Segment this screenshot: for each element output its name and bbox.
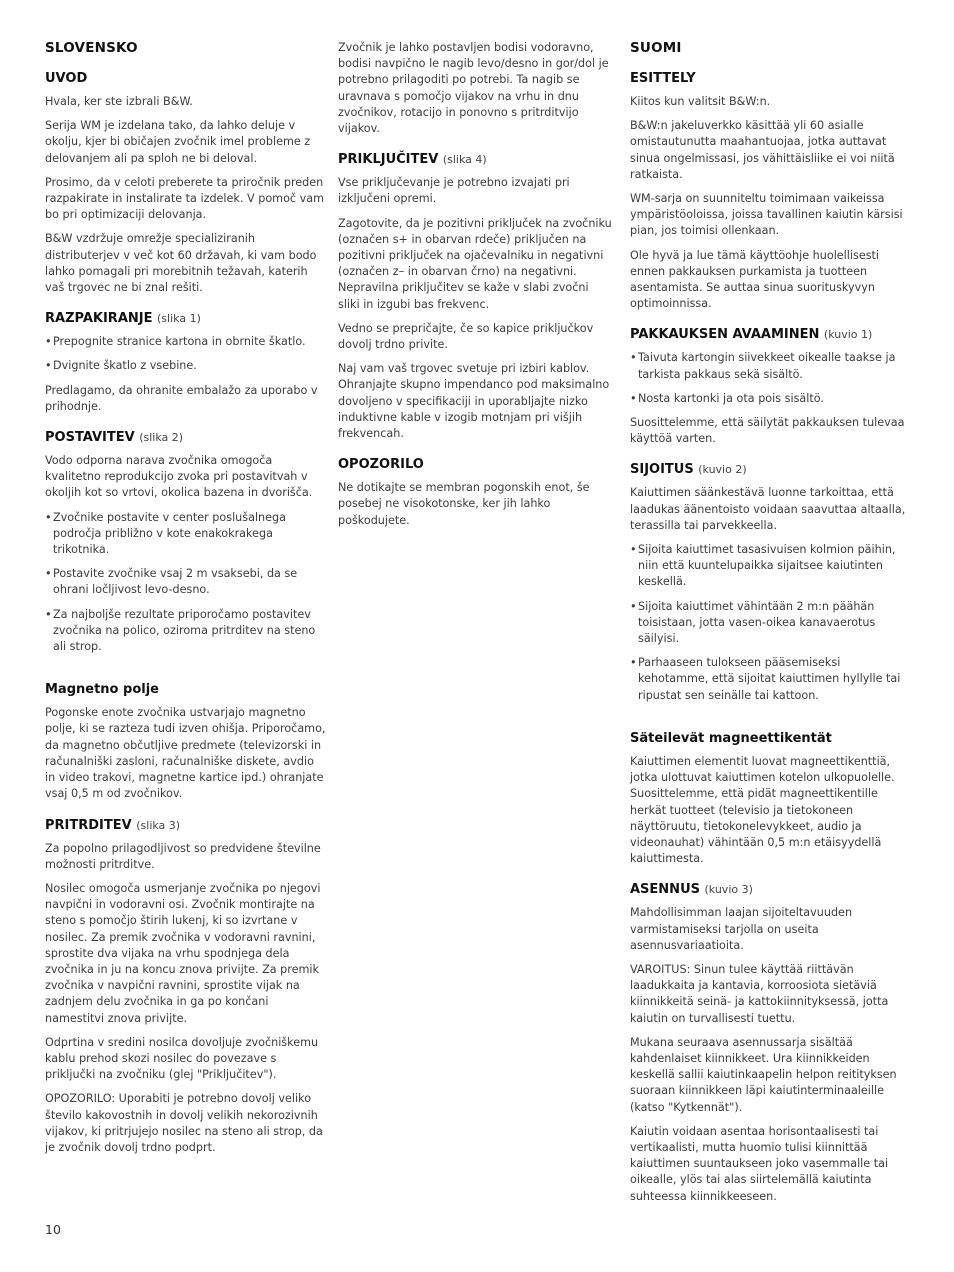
bullet-text: Parhaaseen tulokseen pääsemiseksi kehotamme, että sijoitat kaiuttimen hyllylle tai ripustat sen seinälle tai kattoon. [638, 656, 901, 702]
bullet-text: Postavite zvočnike vsaj 2 m vsaksebi, da se ohrani ločljivost levo-desno. [53, 567, 298, 597]
intro-paragraph: WM-sarja on suunniteltu toimimaan vaikeissa ympäristöoloissa, joissa tavallinen kaiutin kärsisi pian, jos toimisi ollenkaan. [630, 192, 903, 238]
section-placement-title [45, 430, 327, 445]
column-slovenian-2 [338, 40, 613, 537]
page-number: 10 [45, 1222, 61, 1237]
intro-paragraph: Ole hyvä ja lue tämä käyttöohje huolellisesti ennen pakkauksen purkamista ja tuotteen asentamista. Se auttaa sinua suorituskyvyn optimoinnissa. [630, 248, 880, 311]
section-title-text: PRIKLJUČITEV [338, 152, 439, 168]
mounting-paragraph: VAROITUS: Sinun tulee käyttää riittävän laadukkaita ja kantavia, korroosiota sietäviä kiinnikkeitä seinä- ja kattokiinnityksessä, jotta kaiutin on turvallisesti tuettu. [630, 962, 889, 1025]
section-magnetic-title: Magnetno polje [45, 682, 159, 698]
section-title-text: POSTAVITEV [45, 430, 135, 446]
bullet-item: • Za najboljše rezultate priporočamo postavitev zvočnika na polico, oziroma pritrditev na steno ali strop. [45, 607, 327, 656]
bullet-item: • Taivuta kartongin siivekkeet oikealle taakse ja tarkista pakkaus sekä sisältö. [630, 350, 910, 382]
mounting-paragraph: Zvočnik je lahko postavljen bodisi vodoravno, bodisi navpično le nagib levo/desno in gor/dol je potrebno prilagoditi po potrebi. Ta nagib se uravnava s pomočjo vijakov na vrhu in dnu zvočnikov, rotacijo in ponovno s pritrditvijo vijakov. [338, 41, 609, 136]
mounting-paragraph: OPOZORILO: Uporabiti je potrebno dovolj veliko število kakovostnih in dovolj velikih nekorozivnih vijakov, ki pritrjujejo nosilec na steno ali strop, da je zvočnik dovolj trdno podprt. [45, 1092, 323, 1154]
bullet-item: • Nosta kartonki ja ota pois sisältö. [630, 391, 910, 407]
intro-paragraph: Prosimo, da v celoti preberete ta priročnik preden razpakirate in instalirate ta izdelek. V pomoč vam bo pri optimizaciji delovanja. [45, 175, 324, 222]
figure-reference: (kuvio 3) [704, 883, 753, 897]
section-warning-title: OPOZORILO [338, 457, 424, 473]
section-title-text: SIJOITUS [630, 462, 694, 478]
bullet-item: • Zvočnike postavite v center poslušalnega področja približno v kote enakokrakega trikotnika. [45, 510, 327, 559]
warning-paragraph: Ne dotikajte se membran pogonskih enot, še posebej ne visokotonske, ker jih lahko poškodujete. [338, 481, 590, 527]
connection-paragraph: Vedno se prepričajte, če so kapice priključkov dovolj trdno privite. [338, 321, 594, 352]
connection-paragraph: Vse priključevanje je potrebno izvajati pri izključeni opremi. [338, 176, 570, 206]
section-mounting-title [630, 882, 910, 897]
section-title-text: ASENNUS [630, 882, 700, 898]
language-heading-finnish: SUOMI [630, 40, 682, 56]
bullet-item: • Sijoita kaiuttimet tasasivuisen kolmion päihin, niin että kuuntelupaikka sijaitsee kaiutinten keskellä. [630, 542, 910, 591]
section-intro-title: UVOD [45, 71, 88, 86]
magnetic-paragraph: Pogonske enote zvočnika ustvarjajo magnetno polje, ki se razteza tudi izven ohišja. Priporočamo, da magnetno občutljive predmete (televizorski in računalniški zasloni, računalniške diskete, avdio in video trakovi, magnetne kartice ipd.) ohranjate vsaj 0,5 m od zvočnikov. [45, 706, 326, 801]
mounting-paragraph: Mahdollisimman laajan sijoiteltavuuden varmistamiseksi tarjolla on useita asennusvariaatioita. [630, 906, 853, 952]
unpacking-paragraph: Suosittelemme, että säilytät pakkauksen tulevaa käyttöä varten. [630, 416, 905, 446]
section-placement-title [630, 462, 910, 477]
connection-paragraph: Zagotovite, da je pozitivni priključek na zvočniku (označen s+ in obarvan rdeče) priključen na pozitivni priključek na ojačevalniku in negativni (označen z– in obarvan črno) na negativni. Nepravilna priključitev se kaže v slabi zvočni sliki in izgubi bas frekvenc. [338, 216, 612, 311]
section-magnetic-title: Säteilevät magneettikentät [630, 730, 832, 746]
mounting-paragraph: Kaiutin voidaan asentaa horisontaalisesti tai vertikaalisti, mutta huomio tulisi kiinnittää kaiuttimen suuntaukseen joko vasemmalle tai oikealle, ylös tai alas siirtelemällä kaiutinta suhteessa kiinnikkeeseen. [630, 1124, 889, 1203]
language-heading-slovenian: SLOVENSKO [45, 40, 138, 56]
bullet-text: Prepognite stranice kartona in obrnite škatlo. [53, 335, 306, 349]
figure-reference: (slika 1) [157, 312, 201, 326]
section-title-text: PRITRDITEV [45, 817, 132, 833]
bullet-item: • Postavite zvočnike vsaj 2 m vsaksebi, da se ohrani ločljivost levo-desno. [45, 566, 327, 598]
bullet-item: • Parhaaseen tulokseen pääsemiseksi kehotamme, että sijoitat kaiuttimen hyllylle tai ripustat sen seinälle tai kattoon. [630, 655, 910, 704]
mounting-paragraph: Za popolno prilagodljivost so predvidene številne možnosti pritrditve. [45, 841, 321, 871]
figure-reference: (slika 2) [139, 431, 184, 445]
placement-paragraph: Vodo odporna narava zvočnika omogoča kvalitetno reprodukcijo zvoka pri postavitvah v okoljih kot so vrtovi, okolica bazena in dvorišča. [45, 454, 313, 500]
mounting-paragraph: Mukana seuraava asennussarja sisältää kahdenlaiset kiinnikkeet. Ura kiinnikkeiden keskellä sallii kaiutinkaapelin helpon reitityksen suoraan kiinnikkeen läpi kaiutinterminaaleille (katso "Kytkennät"). [630, 1035, 897, 1114]
figure-reference: (kuvio 2) [698, 463, 747, 477]
bullet-text: Za najboljše rezultate priporočamo postavitev zvočnika na polico, oziroma pritrditev na steno ali strop. [53, 607, 316, 654]
figure-reference: (slika 4) [442, 153, 487, 167]
section-connection-title [338, 152, 613, 167]
section-unpacking-title [45, 311, 327, 326]
mounting-paragraph: Odprtina v sredini nosilca dovoljuje zvočniškemu kablu prehod skozi nosilec do povezave s priključki na zvočniku (glej "Priključitev"). [45, 1035, 319, 1082]
figure-reference: (slika 3) [136, 818, 181, 832]
section-title-text: PAKKAUKSEN AVAAMINEN [630, 327, 820, 343]
section-mounting-title [45, 818, 327, 833]
unpacking-paragraph: Predlagamo, da ohranite embalažo za uporabo v prihodnje. [45, 383, 318, 413]
bullet-text: Nosta kartonki ja ota pois sisältö. [638, 391, 824, 405]
intro-paragraph: Serija WM je izdelana tako, da lahko deluje v okolju, kjer bi običajen zvočnik imel probleme z delovanjem ali pa sploh ne bi deloval. [45, 119, 311, 165]
magnetic-paragraph: Kaiuttimen elementit luovat magneettikenttiä, jotka ulottuvat kaiuttimen kotelon ulkopuolelle. Suosittelemme, että pidät magneettikentille herkät tuotteet (televisio ja tietokoneen näyttöruutu, tietokonelevykkeet, audio ja videonauhat) vähintään 0,5 m:n etäisyydellä kaiuttimesta. [630, 754, 895, 866]
section-title-text: RAZPAKIRANJE [45, 311, 153, 327]
bullet-item: • Prepognite stranice kartona in obrnite škatlo. [45, 334, 327, 350]
intro-paragraph: B&W vzdržuje omrežje specializiranih distributerjev v več kot 60 državah, ki vam bodo lahko pomagali pri morebitnih težavah, katerih vaš trgovec ne bi znal rešiti. [45, 232, 317, 295]
figure-reference: (kuvio 1) [823, 328, 873, 342]
column-finnish [630, 40, 910, 1213]
section-unpacking-title [630, 327, 910, 342]
bullet-text: Sijoita kaiuttimet tasasivuisen kolmion päihin, niin että kuuntelupaikka sijaitsee kaiutinten keskellä. [638, 543, 896, 589]
intro-paragraph: Kiitos kun valitsit B&W:n. [630, 95, 771, 108]
mounting-paragraph: Nosilec omogoča usmerjanje zvočnika po njegovi navpični in vodoravni osi. Zvočnik montirajte na steno s pomočjo štirih lukenj, ki so izvrtane v nosilec. Za premik zvočnika v vodoravni ravnini, sprostite dva vijaka na vrhu spodnjega dela zvočnika in ju na koncu znova privijte. Za premik zvočnika v navpični ravnini, sprostite vijak na zadnjem delu zvočnika in ga po končani namestitvi znova privijte. [45, 881, 321, 1025]
intro-paragraph: B&W:n jakeluverkko käsittää yli 60 asialle omistautunutta maahantuojaa, jotka auttavat sinua ongelmissasi, jos vähittäisliike ei voi niitä ratkaista. [630, 119, 895, 181]
bullet-text: Taivuta kartongin siivekkeet oikealle taakse ja tarkista pakkaus sekä sisältö. [638, 351, 896, 381]
connection-paragraph: Naj vam vaš trgovec svetuje pri izbiri kablov. Ohranjajte skupno impendanco pod maksimalno dovoljeno v specifikaciji in uporabljajte nizko induktivne kable v izogib motnjam pri višjih frekvencah. [338, 362, 610, 441]
bullet-item: • Sijoita kaiuttimet vähintään 2 m:n päähän toisistaan, jotta vasen-oikea kanavaerotus säilyisi. [630, 599, 910, 648]
bullet-text: Zvočnike postavite v center poslušalnega področja približno v kote enakokrakega trikotnika. [53, 510, 286, 557]
column-slovenian-1 [45, 40, 327, 1164]
bullet-text: Sijoita kaiuttimet vähintään 2 m:n päähän toisistaan, jotta vasen-oikea kanavaerotus säilyisi. [638, 599, 876, 646]
placement-paragraph: Kaiuttimen säänkestävä luonne tarkoittaa, että laadukas äänentoisto voidaan saavuttaa altaalla, terassilla tai parvekkeella. [630, 486, 906, 532]
bullet-text: Dvignite škatlo z vsebine. [53, 359, 197, 373]
intro-paragraph: Hvala, ker ste izbrali B&W. [45, 95, 193, 108]
bullet-item: • Dvignite škatlo z vsebine. [45, 358, 327, 374]
section-intro-title: ESITTELY [630, 71, 696, 86]
